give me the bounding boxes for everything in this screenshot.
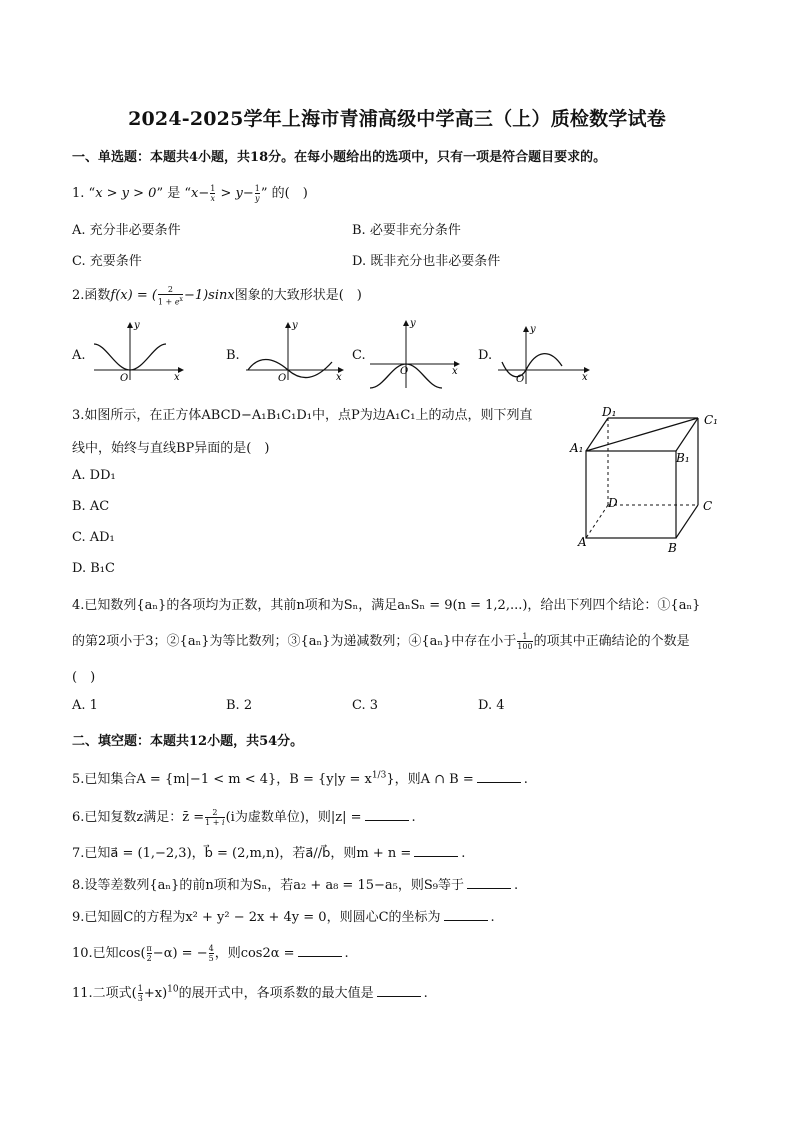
q11-frac: $\frac{1}{3}$ [137,984,143,1003]
q2-option-b[interactable]: B. [226,348,240,363]
svg-text:x: x [174,372,180,383]
cube-label-b: B [668,541,677,555]
cube-figure [568,400,728,560]
q1-stem-b: x > y > 0 [95,186,157,201]
q4-frac: $\frac{1}{100}$ [517,632,533,651]
q2-option-c[interactable]: C. [352,348,366,363]
svg-text:x: x [452,366,458,377]
svg-text:x: x [336,372,342,383]
q11-text-d: 的展开式中，各项系数的最大值是 [178,986,374,1001]
question-3-line-1: 3.如图所示，在正方体ABCD−A₁B₁C₁D₁中，点P为边A₁C₁上的动点，则下列直 [72,408,533,423]
q3-option-a[interactable]: A. DD₁ [72,468,116,483]
question-11 [72,982,428,1003]
q2-graph-d[interactable] [492,322,596,388]
q1-option-c[interactable]: C. 充要条件 [72,254,142,269]
question-4-line-1: 4.已知数列{aₙ}的各项均为正数，其前n项和为Sₙ，满足aₙSₙ = 9(n = 1,2,...)，给出下列四个结论：①{aₙ} [72,598,701,613]
section-2-heading: 二、填空题：本题共12小题，共54分。 [72,734,304,749]
svg-text:y: y [530,324,536,335]
q6-text-b: (i为虚数单位)，则|z| = [225,810,362,825]
q10-frac-1: $\frac{\pi}{2}$ [146,944,152,963]
q4-option-c[interactable]: C. 3 [352,698,379,713]
q2-stem-c: −1)sinx [183,288,235,303]
q11-text-a: 11.二项式( [72,986,137,1001]
cube-label-d: D [608,496,618,510]
q6-frac: $\frac{2}{1 + i}$ [205,808,225,827]
q2-option-a[interactable]: A. [72,348,86,363]
svg-text:O: O [516,374,525,385]
cube-label-b1: B₁ [676,451,690,465]
cube-label-c: C [703,499,713,513]
q10-text-b: −α) = − [152,946,208,961]
q10-answer-blank[interactable] [298,944,342,957]
q9-answer-blank[interactable] [444,908,488,921]
question-3-line-2: 线中，始终与直线BP异面的是( ) [72,441,270,456]
q7-text-c: . [461,846,466,861]
q8-answer-blank[interactable] [467,876,511,889]
q1-stem-d: ” 的( ) [260,186,308,201]
q10-text-d: . [344,946,349,961]
q3-option-b[interactable]: B. AC [72,499,110,514]
q10-text-c: ，则cos2α = [214,946,295,961]
q4-option-d[interactable]: D. 4 [478,698,505,713]
question-2 [72,284,362,306]
q9-text-c: . [490,910,495,925]
svg-text:x: x [582,372,588,383]
question-4-line-2 [72,630,690,651]
q3-option-c[interactable]: C. AD₁ [72,530,115,545]
q2-frac: $\frac{2}{1 + e^x}$ [157,284,183,307]
q7-text-a: 7.已知a⃗ = (1,−2,3)，b⃗ = (2,m,n)，若a⃗//b⃗，则m + n = [72,846,412,861]
q9-text-a: 9.已知圆C的方程为x² + y² − 2x + 4y = 0，则圆心C的坐标为 [72,910,441,925]
q10-frac-2: $\frac{4}{5}$ [208,944,214,963]
cube-label-a1: A₁ [570,441,584,455]
q11-text-b: +x) [143,986,168,1001]
svg-text:y: y [134,320,140,331]
q8-text-a: 8.设等差数列{aₙ}的前n项和为Sₙ，若a₂ + a₈ = 15−a₅，则S₉等于 [72,878,464,893]
q1-frac-2: $\frac{1}{y}$ [254,184,260,203]
question-10 [72,942,349,963]
q4-line2-b: 的项其中正确结论的个数是 [533,634,690,649]
q1-option-b[interactable]: B. 必要非充分条件 [352,223,461,238]
q1-stem-a: 1. “ [72,186,96,201]
q4-option-a[interactable]: A. 1 [72,698,98,713]
q4-line2-a: 的第2项小于3；②{aₙ}为等比数列；③{aₙ}为递减数列；④{aₙ}中存在小于 [72,634,517,649]
q5-text-c: . [523,772,528,787]
q8-text-c: . [513,878,519,893]
q2-stem-a: 2.函数 [72,288,111,303]
q1-stem-c: ” 是 “ [156,186,192,201]
svg-text:O: O [400,366,409,377]
q11-text-e: . [423,986,428,1001]
svg-text:y: y [410,318,416,329]
q7-answer-blank[interactable] [414,844,458,857]
q5-answer-blank[interactable] [477,770,521,783]
q2-graph-c[interactable] [366,316,466,392]
q4-option-b[interactable]: B. 2 [226,698,253,713]
question-9 [72,906,495,925]
svg-text:O: O [278,373,287,384]
q2-graph-a[interactable] [86,318,186,384]
q2-stem-d: 图象的大致形状是( ) [234,288,362,303]
svg-text:O: O [120,373,129,384]
svg-text:y: y [292,320,298,331]
question-6 [72,806,416,827]
question-1: 1. “x > y > 0” 是 “x− $\frac{1}{x}$ > y− $\frac{1}{y}$ ” 的( ) [72,184,308,203]
q5-text-b: }，则A ∩ B = [386,772,474,787]
page-title: 2024-2025学年上海市青浦高级中学高三（上）质检数学试卷 [128,108,666,130]
q1-frac-1: $\frac{1}{x}$ [210,184,216,203]
cube-label-c1: C₁ [704,413,718,427]
question-7 [72,842,465,861]
q1-option-a[interactable]: A. 充分非必要条件 [72,223,181,238]
cube-label-d1: D₁ [602,405,617,419]
q11-exponent: 10 [167,984,179,995]
q1-option-d[interactable]: D. 既非充分也非必要条件 [352,254,501,269]
q2-stem-b: f(x) = ( [110,288,157,303]
q6-text-a: 6.已知复数z满足：z̄ = [72,810,205,825]
q11-answer-blank[interactable] [377,984,421,997]
q10-text-a: 10.已知cos( [72,946,146,961]
section-1-heading: 一、单选题：本题共4小题，共18分。在每小题给出的选项中，只有一项是符合题目要求的。 [72,150,607,165]
question-5: 5.已知集合A = {m|−1 < m < 4}，$B = \{y|y = x^{1/3}\}$，则A ∩ B = . [72,770,528,787]
cube-label-a: A [578,535,587,549]
q2-option-d[interactable]: D. [478,348,493,363]
q6-text-c: . [411,810,416,825]
q2-graph-b[interactable] [240,318,350,384]
question-8 [72,874,518,893]
q6-answer-blank[interactable] [365,808,409,821]
q3-option-d[interactable]: D. B₁C [72,561,115,576]
question-4-line-3: ( ) [72,670,96,685]
q5-text-a: 5.已知集合A = {m|−1 < m < 4}，B = {y|y = x [72,772,372,787]
